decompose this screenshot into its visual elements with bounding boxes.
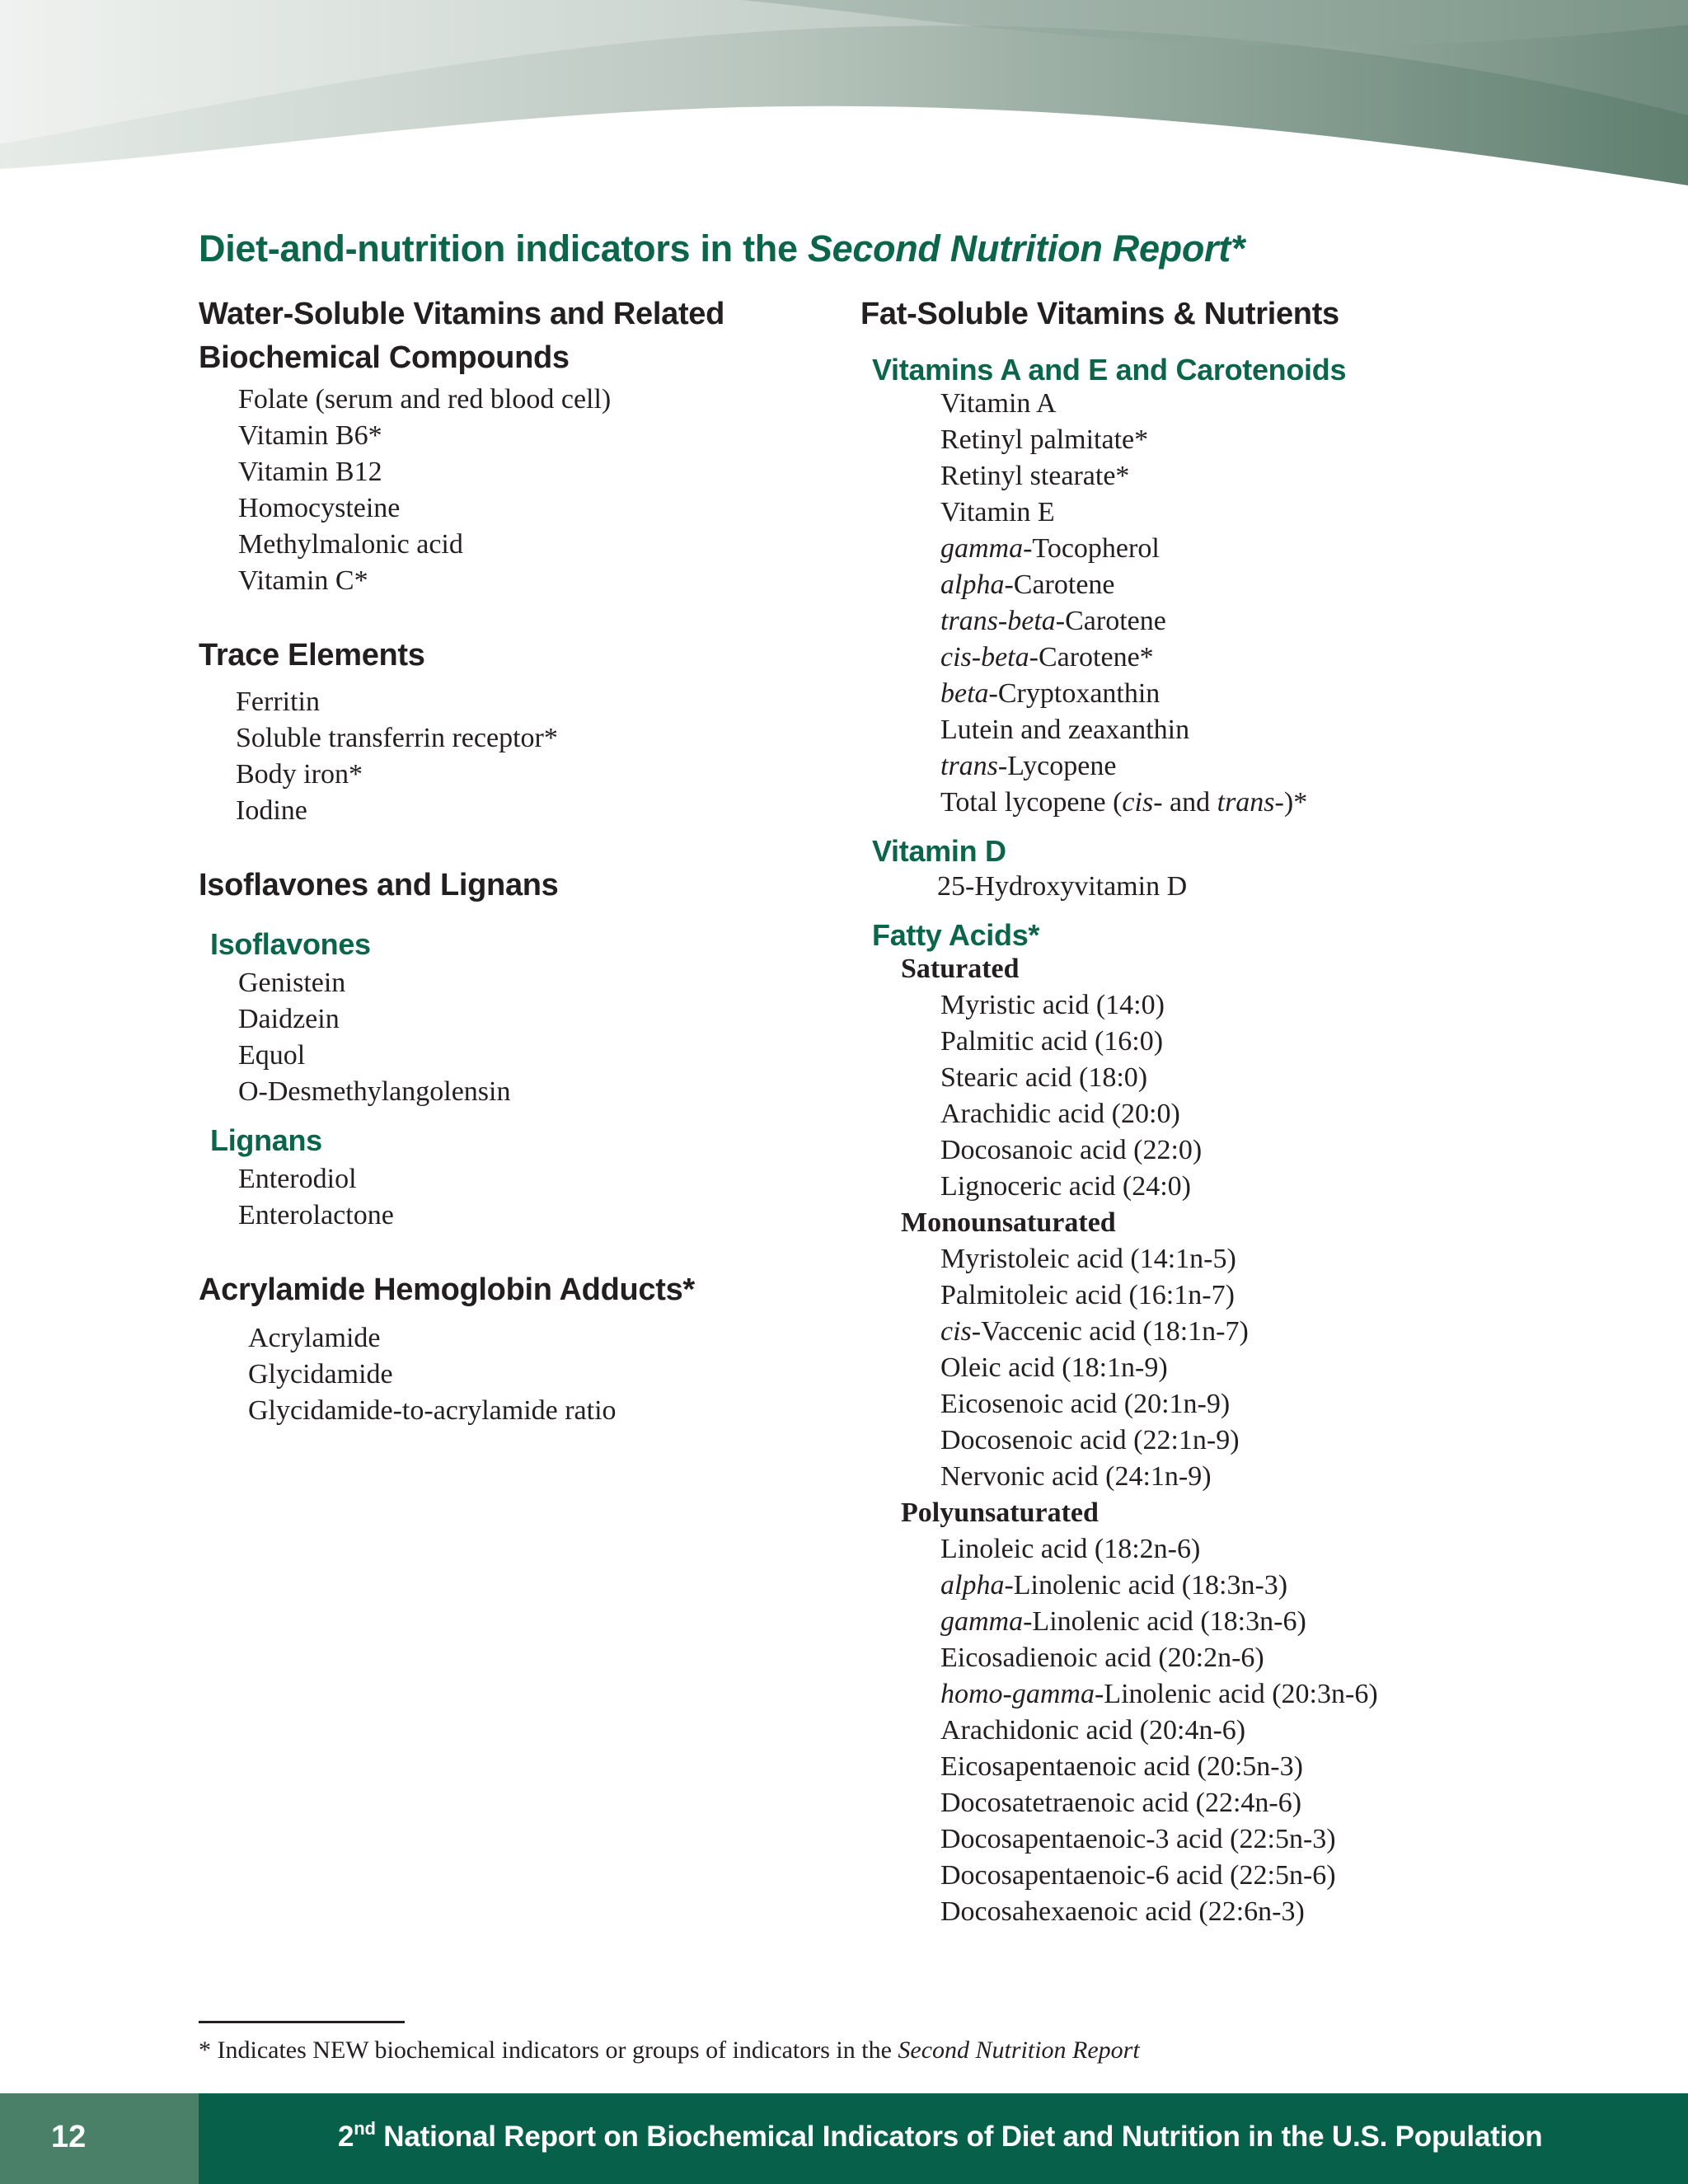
polyunsaturated-subheading: Polyunsaturated [901,1497,1099,1528]
list-item: gamma-Tocopherol [940,533,1160,564]
lignans-subheading: Lignans [210,1123,322,1157]
list-item: Daidzein [238,1004,340,1034]
footnote-divider [199,2021,405,2023]
fat-soluble-heading: Fat-Soluble Vitamins & Nutrients [860,297,1339,331]
list-item: Eicosenoic acid (20:1n-9) [940,1389,1231,1419]
isoflavones-list [238,965,825,1110]
right-column [860,293,1668,1930]
list-item: Vitamin C* [238,565,368,596]
header-wave-banner [0,0,1688,198]
list-item: Enterolactone [238,1200,394,1230]
list-item: Acrylamide [248,1323,381,1353]
list-item: Soluble transferrin receptor* [236,723,558,753]
list-item: Eicosapentaenoic acid (20:5n-3) [940,1751,1303,1782]
page-number: 12 [51,2120,87,2154]
list-item: Enterodiol [238,1164,357,1194]
acrylamide-list [248,1320,825,1429]
saturated-subheading: Saturated [901,954,1020,984]
list-item: Iodine [236,795,307,826]
list-item: Myristoleic acid (14:1n-5) [940,1244,1236,1274]
list-item: Docosapentaenoic-6 acid (22:5n-6) [940,1860,1336,1891]
list-item: Glycidamide [248,1359,393,1390]
list-item: Vitamin B6* [238,420,382,451]
list-item: cis-beta-Carotene* [940,642,1154,673]
list-item: O-Desmethylangolensin [238,1076,511,1107]
vitamins-a-e-list [940,386,1668,785]
list-item: Palmitoleic acid (16:1n-7) [940,1280,1235,1310]
list-item: Eicosadienoic acid (20:2n-6) [940,1643,1264,1673]
vitamin-d-heading: Vitamin D [872,834,1006,868]
list-item: Arachidic acid (20:0) [940,1099,1180,1129]
list-item: Docosanoic acid (22:0) [940,1135,1203,1165]
trace-elements-list [236,684,825,829]
trace-elements-heading: Trace Elements [199,638,425,673]
vitamins-a-e-heading: Vitamins A and E and Carotenoids [872,353,1347,387]
list-item: beta-Cryptoxanthin [940,678,1160,709]
isoflavones-lignans-heading: Isoflavones and Lignans [199,868,559,902]
list-item: Nervonic acid (24:1n-9) [940,1461,1212,1492]
polyunsaturated-list [940,1531,1668,1930]
list-item: 25-Hydroxyvitamin D [937,871,1188,902]
list-item: Ferritin [236,687,320,717]
isoflavones-subheading: Isoflavones [210,927,371,961]
list-item: Docosahexaenoic acid (22:6n-3) [940,1896,1305,1927]
list-item: trans-beta-Carotene [940,606,1166,636]
list-item: alpha-Carotene [940,569,1115,600]
list-item: Vitamin E [940,497,1055,527]
list-item: Linoleic acid (18:2n-6) [940,1534,1201,1564]
water-soluble-heading: Water-Soluble Vitamins and Related Biochemical Compounds [199,297,725,375]
list-item: Vitamin A [940,388,1057,419]
list-item: Lutein and zeaxanthin [940,715,1190,745]
list-item: gamma-Linolenic acid (18:3n-6) [940,1606,1306,1637]
list-item: Genistein [238,968,346,998]
list-item: Equol [238,1040,306,1071]
list-item: Homocysteine [238,493,401,523]
list-item: Total lycopene (cis- and trans-)* [940,787,1308,818]
list-item: Arachidonic acid (20:4n-6) [940,1715,1246,1746]
list-item: alpha-Linolenic acid (18:3n-3) [940,1570,1288,1601]
footer-page-tab [0,2093,199,2184]
list-item: Retinyl palmitate* [940,424,1149,455]
fatty-acids-heading: Fatty Acids* [872,918,1040,952]
monounsaturated-subheading: Monounsaturated [901,1207,1116,1238]
list-item: trans-Lycopene [940,751,1117,781]
list-item: Folate (serum and red blood cell) [238,384,612,415]
list-item: homo-gamma-Linolenic acid (20:3n-6) [940,1679,1378,1709]
list-item: Body iron* [236,759,363,790]
water-soluble-list [238,382,825,599]
page-title: Diet-and-nutrition indicators in the Second Nutrition Report* [199,227,1245,269]
list-item: cis-Vaccenic acid (18:1n-7) [940,1316,1249,1347]
saturated-list [940,987,1668,1205]
list-item: Docosatetraenoic acid (22:4n-6) [940,1788,1302,1818]
list-item: Vitamin B12 [238,457,382,487]
left-column [199,293,825,1429]
vitamin-d-list [937,869,1668,905]
monounsaturated-list [940,1241,1668,1495]
list-item: Oleic acid (18:1n-9) [940,1352,1168,1383]
list-item: Docosapentaenoic-3 acid (22:5n-3) [940,1824,1336,1854]
footnote: * Indicates NEW biochemical indicators or groups of indicators in the Second Nutrition Report [199,2036,1140,2064]
footer-report-title: 2nd National Report on Biochemical Indicators of Diet and Nutrition in the U.S. Population [338,2118,1543,2153]
list-item: Palmitic acid (16:0) [940,1026,1164,1057]
lignans-list [238,1161,825,1234]
list-item: Myristic acid (14:0) [940,990,1165,1020]
list-item: Retinyl stearate* [940,461,1130,491]
list-item: Docosenoic acid (22:1n-9) [940,1425,1240,1455]
list-item: Methylmalonic acid [238,529,463,560]
list-item: Stearic acid (18:0) [940,1062,1148,1093]
list-item: Glycidamide-to-acrylamide ratio [248,1395,617,1426]
acrylamide-heading: Acrylamide Hemoglobin Adducts* [199,1272,695,1307]
list-item: Lignoceric acid (24:0) [940,1171,1191,1202]
